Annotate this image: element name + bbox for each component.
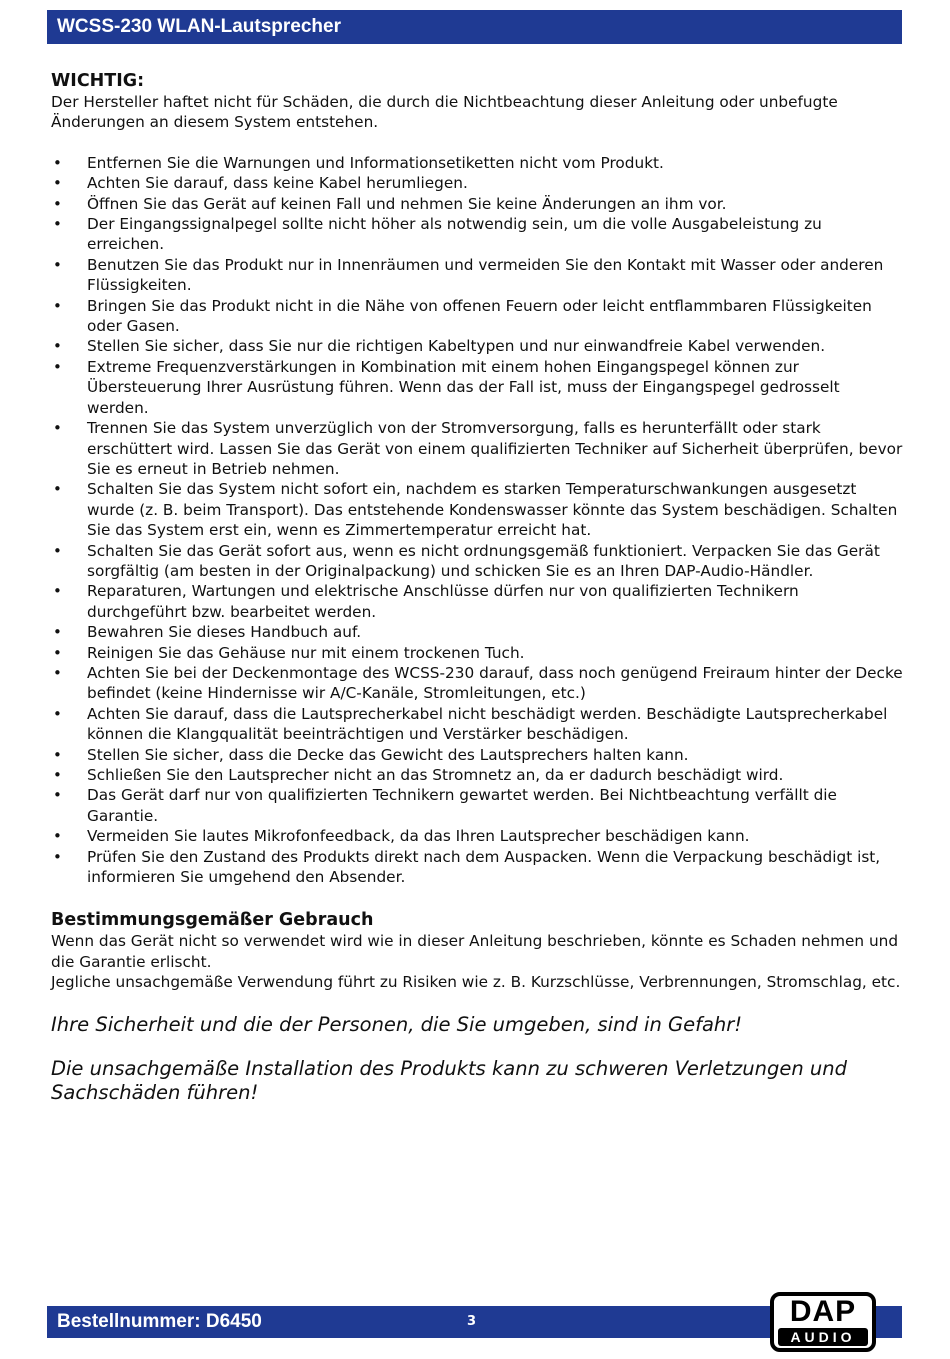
logo-top-text: DAP: [789, 1295, 857, 1328]
safety-warning: Ihre Sicherheit und die der Personen, die Sie umgeben, sind in Gefahr!: [51, 1012, 743, 1036]
list-item: • Der Eingangssignalpegel sollte nicht höher als notwendig sein, um die volle Ausgabeleistung zu erreichen.: [51, 214, 903, 255]
important-heading: WICHTIG:: [51, 71, 145, 91]
list-item: • Schalten Sie das Gerät sofort aus, wenn es nicht ordnungsgemäß funktioniert. Verpacken Sie das Gerät sorgfältig (am besten in der Originalpackung) und schicken Sie es an Ihren DAP-Audio-Händler.: [51, 541, 903, 582]
list-item: • Achten Sie bei der Deckenmontage des WCSS-230 darauf, dass noch genügend Freiraum hinter der Decke befindet (keine Hindernisse wir A/C-Kanäle, Stromleitungen, etc.): [51, 663, 903, 704]
intended-use-paragraph: Jegliche unsachgemäße Verwendung führt zu Risiken wie z. B. Kurzschlüsse, Verbrennungen, Stromschlag, etc.: [51, 973, 901, 992]
list-item: • Schalten Sie das System nicht sofort ein, nachdem es starken Temperaturschwankungen ausgesetzt wurde (z. B. beim Transport). Das entstehende Kondenswasser könnte das System beschädigen. Schalten Sie das System erst ein, wenn es Zimmertemperatur erreicht hat.: [51, 479, 903, 540]
safety-warning: Die unsachgemäße Installation des Produkts kann zu schweren Verletzungen und Sachschäden führen!: [51, 1056, 847, 1104]
list-item: • Das Gerät darf nur von qualifizierten Technikern gewartet werden. Bei Nichtbeachtung verfällt die Garantie.: [51, 785, 903, 826]
list-item: • Reinigen Sie das Gehäuse nur mit einem trockenen Tuch.: [51, 643, 903, 663]
list-item: • Trennen Sie das System unverzüglich von der Stromversorgung, falls es herunterfällt oder stark erschüttert wird. Lassen Sie das Gerät von einem qualifizierten Techniker auf Sicherheit überprüfen, bevor Sie es erneut in Betrieb nehmen.: [51, 418, 903, 479]
safety-list: [51, 153, 903, 888]
page-content: [51, 70, 903, 1105]
important-intro: Der Hersteller haftet nicht für Schäden, die durch die Nichtbeachtung dieser Anleitung oder unbefugte Änderungen an diesem System entstehen.: [51, 93, 838, 132]
list-item: • Achten Sie darauf, dass keine Kabel herumliegen.: [51, 173, 903, 193]
list-item: • Schließen Sie den Lautsprecher nicht an das Stromnetz an, da er dadurch beschädigt wird.: [51, 765, 903, 785]
list-item: • Stellen Sie sicher, dass die Decke das Gewicht des Lautsprechers halten kann.: [51, 745, 903, 765]
header-bar: [47, 10, 902, 44]
list-item: • Vermeiden Sie lautes Mikrofonfeedback, da das Ihren Lautsprecher beschädigen kann.: [51, 826, 903, 846]
list-item: • Bewahren Sie dieses Handbuch auf.: [51, 622, 903, 642]
list-item: • Bringen Sie das Produkt nicht in die Nähe von offenen Feuern oder leicht entflammbaren Flüssigkeiten oder Gasen.: [51, 296, 903, 337]
list-item: • Stellen Sie sicher, dass Sie nur die richtigen Kabeltypen und nur einwandfreie Kabel verwenden.: [51, 336, 903, 356]
list-item: • Benutzen Sie das Produkt nur in Innenräumen und vermeiden Sie den Kontakt mit Wasser oder anderen Flüssigkeiten.: [51, 255, 903, 296]
logo-bottom-text: AUDIO: [778, 1328, 868, 1346]
order-number: Bestellnummer: D6450: [57, 1311, 262, 1332]
page-number: 3: [467, 1314, 477, 1329]
list-item: • Prüfen Sie den Zustand des Produkts direkt nach dem Auspacken. Wenn die Verpackung beschädigt ist, informieren Sie umgehend den Absender.: [51, 847, 903, 888]
dap-audio-logo: [770, 1292, 876, 1352]
list-item: • Öffnen Sie das Gerät auf keinen Fall und nehmen Sie keine Änderungen an ihm vor.: [51, 194, 903, 214]
list-item: • Achten Sie darauf, dass die Lautsprecherkabel nicht beschädigt werden. Beschädigte Lautsprecherkabel können die Klangqualität beeinträchtigen und Verstärker beschädigen.: [51, 704, 903, 745]
document-title: WCSS-230 WLAN-Lautsprecher: [57, 16, 341, 37]
intended-use-section: [51, 909, 903, 992]
list-item: • Extreme Frequenzverstärkungen in Kombination mit einem hohen Eingangspegel können zur Übersteuerung Ihrer Ausrüstung führen. Wenn das der Fall ist, muss der Eingangspegel gedrosselt werden.: [51, 357, 903, 418]
list-item: • Entfernen Sie die Warnungen und Informationsetiketten nicht vom Produkt.: [51, 153, 903, 173]
list-item: • Reparaturen, Wartungen und elektrische Anschlüsse dürfen nur von qualifizierten Technikern durchgeführt bzw. bearbeitet werden.: [51, 581, 903, 622]
intended-use-heading: Bestimmungsgemäßer Gebrauch: [51, 910, 374, 931]
intended-use-paragraph: Wenn das Gerät nicht so verwendet wird wie in dieser Anleitung beschrieben, könnte es Schaden nehmen und die Garantie erlischt.: [51, 932, 899, 971]
